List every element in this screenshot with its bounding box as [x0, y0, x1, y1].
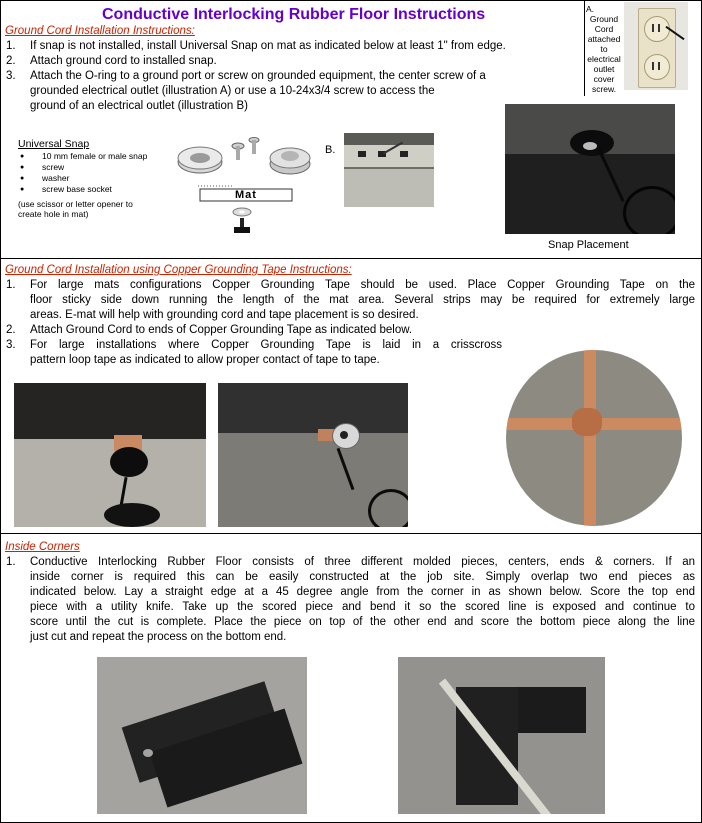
- section-3-line-6: just cut and repeat the process on the bottom end.: [30, 631, 287, 643]
- section-2-item-1-line-1: For large mats configurations Copper Grounding Tape should be used. Place Copper Grounding Tape on the: [30, 279, 695, 291]
- outlet-note: A. Ground Cord attached to electrical outlet cover screw.: [586, 4, 621, 94]
- list-item: ● screw: [18, 162, 147, 173]
- crisscross-tape-photo: [506, 350, 682, 526]
- outlet-note-label-a: A.: [586, 4, 595, 14]
- page-title: Conductive Interlocking Rubber Floor Instructions: [102, 6, 486, 23]
- section-1-item-3-line-1: Attach the O-ring to a ground port or screw on grounded equipment, the center screw of a: [30, 70, 486, 82]
- section-2-item-3-line-2: pattern loop tape as indicated to allow proper contact of tape to tape.: [30, 354, 380, 366]
- section-2-heading: Ground Cord Installation using Copper Grounding Tape Instructions:: [5, 264, 352, 276]
- section-3-line-2: inside corner is required this can be easily constructed at the job site. Simply overlap two end pieces as: [30, 571, 695, 583]
- copper-tape-photo-2: [218, 383, 408, 527]
- section-3-heading: Inside Corners: [5, 541, 80, 553]
- list-item: ● 10 mm female or male snap: [18, 151, 147, 162]
- universal-snap-note-line-2: create hole in mat): [18, 209, 89, 219]
- list-item: ● screw base socket: [18, 184, 147, 195]
- snap-placement-photo: [505, 104, 675, 234]
- label-b: B.: [325, 144, 336, 156]
- section-1-item-2: Attach ground cord to installed snap.: [30, 55, 217, 67]
- section-1-item-3-line-3: ground of an electrical outlet (illustration B): [30, 100, 248, 112]
- section-3-line-4: piece with a utility knife. Take up the scored piece and bend it so the scored line is exposed and continue to: [30, 601, 695, 613]
- universal-snap-note-line-1: (use scissor or letter opener to: [18, 199, 133, 209]
- section-1-heading: Ground Cord Installation Instructions:: [5, 25, 195, 37]
- list-item: ● washer: [18, 173, 147, 184]
- illustration-b-photo: [344, 133, 434, 207]
- copper-tape-photo-1: [14, 383, 206, 527]
- section-2-item-3-line-1: For large installations where Copper Grounding Tape is laid in a crisscross: [30, 339, 502, 351]
- snap-components-illustration: [172, 134, 324, 238]
- inside-corner-photo-1: [97, 657, 307, 814]
- mat-label: Mat: [235, 189, 257, 201]
- section-1-item-1: If snap is not installed, install Universal Snap on mat as indicated below at least 1" from edge.: [30, 40, 506, 52]
- universal-snap-heading: Universal Snap: [18, 138, 90, 150]
- section-1-item-3-line-2: grounded electrical outlet (illustration A) or use a 10-24x3/4 screw to access the: [30, 85, 435, 97]
- section-3-line-3: indicated below. Lay a straight edge at a 45 degree angle from the corner in as shown below. Score the top end: [30, 586, 695, 598]
- section-2-item-2: Attach Ground Cord to ends of Copper Grounding Tape as indicated below.: [30, 324, 413, 336]
- outlet-photo: [624, 2, 688, 90]
- section-2-item-1-line-3: areas. E-mat will help with grounding cord and tape placement is so desired.: [30, 309, 419, 321]
- universal-snap-list: [18, 151, 147, 195]
- snap-placement-caption: Snap Placement: [548, 239, 629, 251]
- inside-corner-photo-2: [398, 657, 605, 814]
- section-3-line-5: score until the cut is complete. Place the piece on top of the other end and score the bottom piece along the line: [30, 616, 695, 628]
- section-3-line-1: Conductive Interlocking Rubber Floor consists of three different molded pieces, centers, ends & corners. If an: [30, 556, 695, 568]
- section-2-item-1-line-2: floor sticky side down running the length of the mat area. Several strips may be required for extremely large: [30, 294, 695, 306]
